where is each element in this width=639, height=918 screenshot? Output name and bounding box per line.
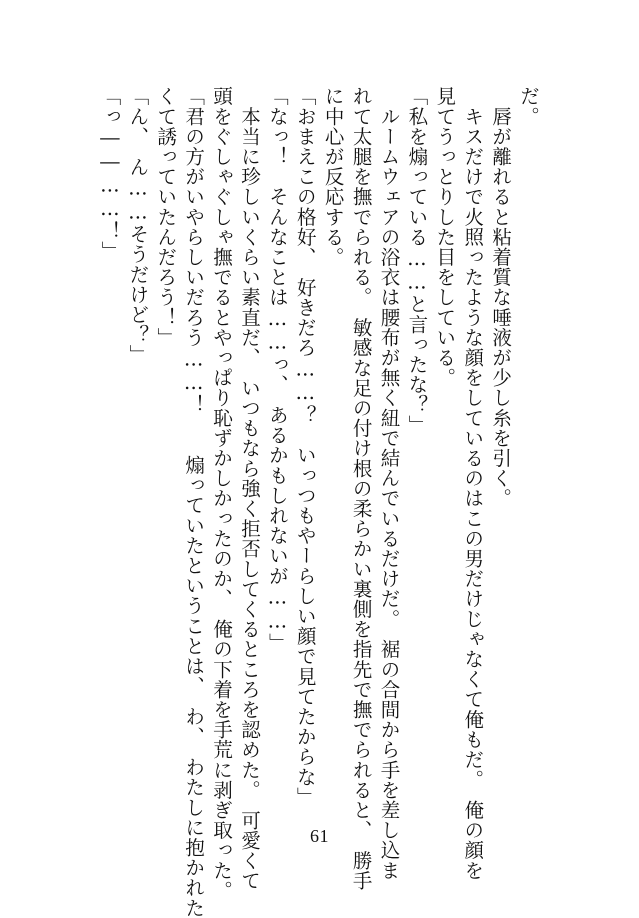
text-line: くて誘っていたんだろう！」 bbox=[154, 86, 178, 348]
text-line: 「なっ！ そんなことは……っ、 あるかもしれないが……」 bbox=[265, 86, 289, 654]
text-line: 「おまえこの格好、 好きだろ……？ いっつもやーらしい顔で見てたからな」 bbox=[293, 86, 317, 807]
text-line: 本当に珍しいくらい素直だ、 いつもなら強く拒否してくるところを認めた。 可愛くて bbox=[237, 86, 261, 891]
text-line: だ。 bbox=[517, 86, 540, 127]
text-line: 「私を煽っている……と言ったな？」 bbox=[405, 86, 429, 435]
text-line: キスだけで火照ったような顔をしているのはこの男だけじゃなくて俺もだ。 俺の顔を bbox=[461, 86, 485, 881]
text-line: 「ん、 ん……そうだけど？」 bbox=[126, 86, 150, 365]
text-line: 頭をぐしゃぐしゃ撫でるとやっぱり恥ずかしかったのか、 俺の下着を手荒に剥ぎ取った。 bbox=[210, 86, 234, 901]
text-line: 見てうっとりした目をしている。 bbox=[433, 86, 457, 388]
text-line: ルームウェアの浴衣は腰布が無く紐で結んでいるだけだ。 裾の合間から手を差し込ま bbox=[377, 86, 401, 881]
text-line: 「っ――……！」 bbox=[98, 86, 122, 261]
text-line: 唇が離れると粘着質な唾液が少し糸を引く。 bbox=[489, 86, 513, 509]
page-number: 61 bbox=[310, 826, 329, 846]
text-line: 「君の方がいやらしいだろう……！ 煽っていたということは、 わ、 わたしに抱かれた bbox=[182, 86, 206, 918]
text-line: に中心が反応する。 bbox=[321, 86, 345, 267]
text-line: れて太腿を撫でられる。 敏感な足の付け根の柔らかい裏側を指先で撫でられると、 勝手 bbox=[349, 86, 373, 891]
